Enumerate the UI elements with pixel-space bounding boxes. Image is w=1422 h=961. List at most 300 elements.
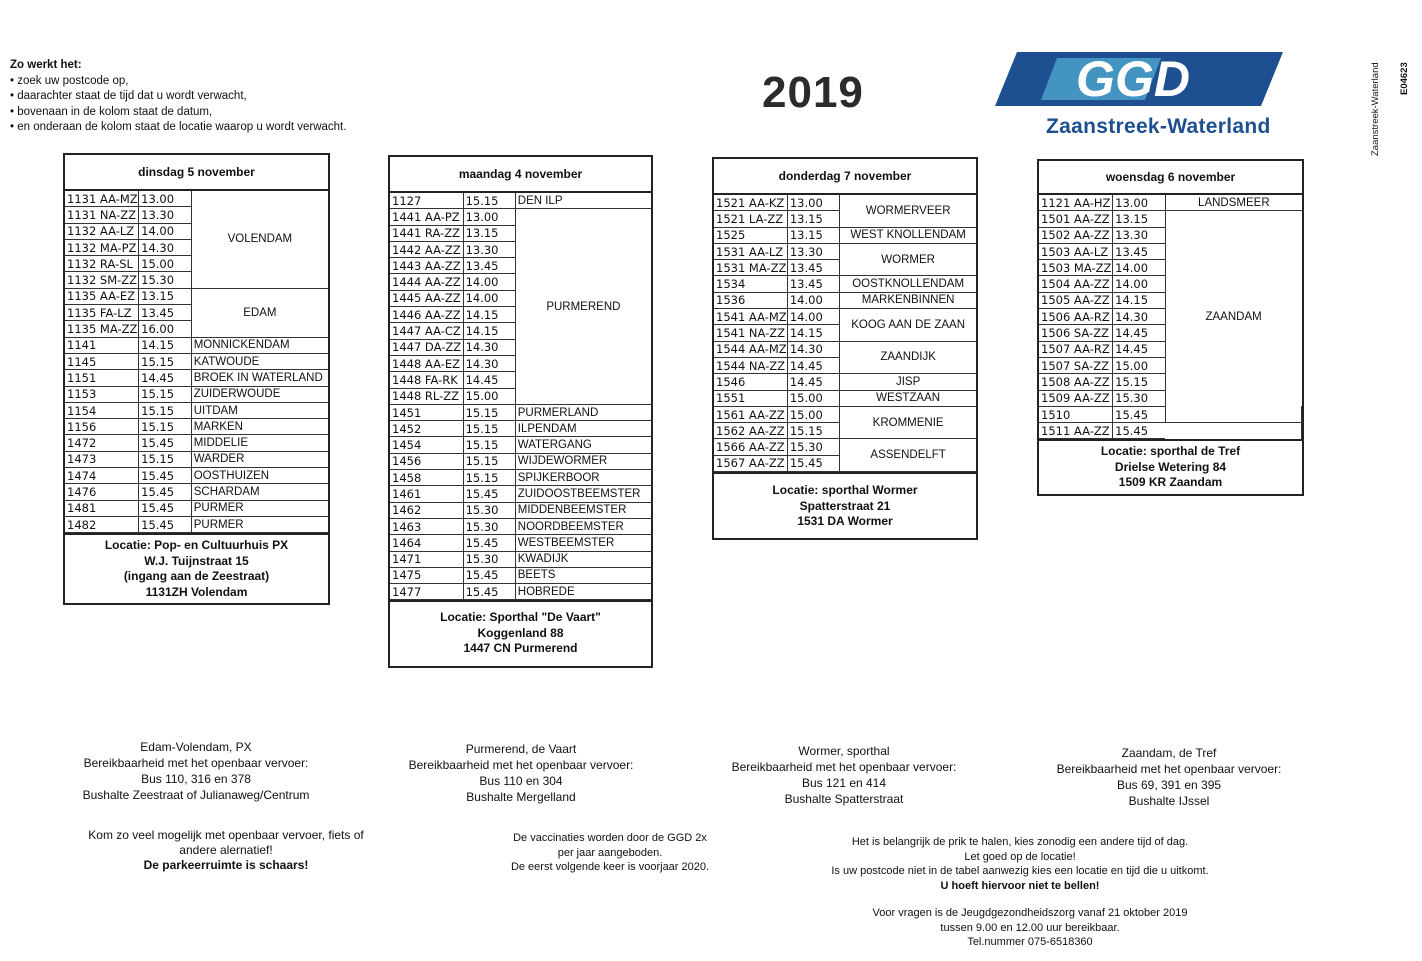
time-cell: 15.15 bbox=[139, 402, 192, 418]
postcode-cell: 1121 AA-HZ bbox=[1039, 195, 1113, 211]
note-line: Let goed op de locatie! bbox=[964, 850, 1076, 863]
location-line: Drielse Wetering 84 bbox=[1114, 459, 1227, 474]
note-line: De eerst volgende keer is voorjaar 2020. bbox=[510, 861, 710, 873]
time-cell: 15.45 bbox=[139, 435, 192, 451]
time-cell: 14.15 bbox=[139, 337, 192, 353]
postcode-cell: 1544 AA-MZ bbox=[716, 342, 787, 357]
place-cell: NOORDBEEMSTER bbox=[515, 518, 651, 534]
time-cell: 13.45 bbox=[463, 258, 515, 274]
table-row bbox=[390, 209, 651, 225]
transport-line: Bus 121 en 414 bbox=[801, 776, 887, 790]
time-cell: 13.45 bbox=[787, 276, 839, 292]
time-cell: 14.30 bbox=[463, 355, 515, 371]
time-cell: 15.00 bbox=[1113, 357, 1166, 373]
place-cell: WEST KNOLLENDAM bbox=[840, 227, 976, 243]
location-line: (ingang aan de Zeestraat) bbox=[123, 569, 270, 584]
transport-line: Bereikbaarheid met het openbaar vervoer: bbox=[408, 758, 634, 772]
table-row bbox=[390, 567, 651, 583]
place-cell: ZUIDERWOUDE bbox=[191, 386, 328, 402]
postcode-cell: 1509 AA-ZZ bbox=[1039, 390, 1113, 406]
place-cell: PURMER bbox=[191, 516, 328, 532]
parking-note bbox=[70, 828, 382, 873]
time-cell: 15.30 bbox=[139, 272, 192, 288]
time-cell: 14.30 bbox=[139, 239, 192, 255]
postcode-cell: 1442 AA-ZZ bbox=[390, 241, 463, 257]
postcode-cell: 1451 bbox=[390, 404, 463, 420]
location-line: W.J. Tuijnstraat 15 bbox=[144, 553, 249, 568]
postcode-cell: 1541 NA-ZZ bbox=[714, 325, 787, 341]
time-cell: 13.30 bbox=[463, 241, 515, 257]
vaccination-note bbox=[490, 831, 730, 875]
table-row bbox=[714, 406, 976, 422]
postcode-cell: 1506 AA-RZ bbox=[1039, 309, 1113, 325]
postcode-cell: 1474 bbox=[65, 468, 139, 484]
place-cell: PURMEREND bbox=[515, 209, 651, 405]
table-row bbox=[714, 390, 976, 406]
time-cell: 15.45 bbox=[139, 484, 192, 500]
postcode-cell: 1503 AA-LZ bbox=[1039, 243, 1113, 259]
year-title: 2019 bbox=[762, 68, 864, 117]
location-line: 1447 CN Purmerend bbox=[463, 641, 578, 656]
table-row bbox=[714, 309, 976, 325]
instructions bbox=[10, 58, 346, 136]
table-row bbox=[65, 435, 328, 451]
postcode-cell: 1504 AA-ZZ bbox=[1039, 276, 1113, 292]
transport-info bbox=[60, 739, 332, 803]
table-row bbox=[1039, 423, 1302, 439]
location-line: Koggenland 88 bbox=[477, 625, 564, 640]
transport-line: Purmerend, de Vaart bbox=[465, 742, 577, 756]
postcode-cell: 1505 AA-ZZ bbox=[1039, 292, 1113, 308]
time-cell: 15.00 bbox=[463, 388, 515, 404]
schedule-day-header: dinsdag 5 november bbox=[65, 155, 328, 191]
postcode-cell: 1463 bbox=[390, 518, 463, 534]
time-cell: 13.00 bbox=[1113, 195, 1166, 211]
time-cell: 14.45 bbox=[1113, 325, 1166, 341]
table-row bbox=[390, 453, 651, 469]
document-code: E04623 bbox=[1399, 62, 1410, 95]
place-cell: KWADIJK bbox=[515, 551, 651, 567]
place-cell: MIDDELIE bbox=[191, 435, 328, 451]
time-cell: 15.15 bbox=[463, 437, 515, 453]
postcode-cell: 1131 AA-MZ bbox=[67, 191, 138, 206]
time-cell: 15.15 bbox=[463, 193, 515, 209]
schedule-dinsdag bbox=[63, 153, 330, 605]
place-cell: JISP bbox=[840, 374, 976, 390]
postcode-cell: 1551 bbox=[714, 390, 787, 406]
place-cell: PURMERLAND bbox=[515, 404, 651, 420]
place-cell: ZAANDIJK bbox=[840, 341, 976, 374]
postcode-cell: 1546 bbox=[714, 374, 787, 390]
table-row bbox=[65, 386, 328, 402]
time-cell: 14.15 bbox=[1113, 292, 1166, 308]
note-line: Tel.nummer 075-6518360 bbox=[967, 936, 1093, 948]
postcode-cell: 1135 AA-EZ bbox=[65, 288, 139, 304]
time-cell: 13.30 bbox=[787, 243, 839, 259]
time-cell: 13.15 bbox=[463, 225, 515, 241]
table-row bbox=[65, 468, 328, 484]
place-cell: WARDER bbox=[191, 451, 328, 467]
time-cell: 13.45 bbox=[787, 260, 839, 276]
time-cell: 15.00 bbox=[139, 256, 192, 272]
time-cell: 15.45 bbox=[463, 584, 515, 600]
postcode-cell: 1446 AA-ZZ bbox=[390, 307, 463, 323]
table-row bbox=[390, 437, 651, 453]
postcode-cell: 1135 FA-LZ bbox=[65, 305, 139, 321]
time-cell: 14.15 bbox=[787, 325, 839, 341]
postcode-cell: 1132 RA-SL bbox=[65, 256, 139, 272]
postcode-cell: 1441 AA-PZ bbox=[390, 209, 463, 225]
place-cell: MONNICKENDAM bbox=[191, 337, 328, 353]
time-cell: 14.00 bbox=[139, 223, 192, 239]
schedule-woensdag bbox=[1037, 159, 1304, 496]
place-cell: UITDAM bbox=[191, 402, 328, 418]
postcode-cell: 1132 SM-ZZ bbox=[67, 273, 138, 288]
postcode-cell: 1127 bbox=[390, 193, 463, 209]
postcode-cell: 1476 bbox=[65, 484, 139, 500]
schedule-day-header: maandag 4 november bbox=[390, 157, 651, 193]
postcode-cell: 1132 AA-LZ bbox=[65, 223, 139, 239]
time-cell: 15.15 bbox=[463, 404, 515, 420]
time-cell: 14.30 bbox=[463, 339, 515, 355]
location-line: Locatie: sporthal Wormer bbox=[772, 483, 918, 498]
place-cell: WATERGANG bbox=[515, 437, 651, 453]
note-line: per jaar aangeboden. bbox=[557, 846, 663, 859]
time-cell: 15.45 bbox=[463, 567, 515, 583]
postcode-cell: 1562 AA-ZZ bbox=[714, 423, 787, 439]
time-cell: 15.45 bbox=[139, 468, 192, 484]
table-row bbox=[390, 535, 651, 551]
transport-line: Bus 110 en 304 bbox=[479, 774, 563, 788]
place-cell: MARKENBINNEN bbox=[840, 292, 976, 308]
table-row bbox=[65, 191, 328, 207]
place-cell: VOLENDAM bbox=[191, 191, 328, 288]
place-cell: MARKEN bbox=[191, 419, 328, 435]
location-line: Locatie: sporthal de Tref bbox=[1100, 444, 1241, 459]
time-cell: 14.45 bbox=[787, 357, 839, 373]
time-cell: 15.30 bbox=[463, 551, 515, 567]
ggd-logo bbox=[995, 48, 1285, 110]
time-cell: 13.30 bbox=[1113, 227, 1166, 243]
postcode-cell: 1452 bbox=[390, 421, 463, 437]
time-cell: 15.15 bbox=[139, 353, 192, 369]
postcode-cell: 1448 FA-RK bbox=[390, 372, 463, 388]
place-cell: WORMERVEER bbox=[840, 195, 976, 227]
location-line: 1531 DA Wormer bbox=[797, 514, 893, 529]
postcode-cell: 1445 AA-ZZ bbox=[390, 290, 463, 306]
table-row bbox=[714, 195, 976, 211]
postcode-cell: 1566 AA-ZZ bbox=[714, 439, 787, 455]
postcode-cell: 1151 bbox=[65, 370, 139, 386]
postcode-cell: 1507 SA-ZZ bbox=[1039, 357, 1113, 373]
time-cell: 14.00 bbox=[1113, 260, 1166, 276]
postcode-cell: 1531 MA-ZZ bbox=[716, 260, 787, 275]
place-cell: EDAM bbox=[191, 288, 328, 337]
place-cell: SPIJKERBOOR bbox=[515, 470, 651, 486]
table-row bbox=[65, 370, 328, 386]
instruction-line: • en onderaan de kolom staat de locatie waarop u wordt verwacht. bbox=[10, 121, 347, 133]
postcode-cell: 1447 DA-ZZ bbox=[392, 340, 462, 355]
postcode-cell: 1507 AA-RZ bbox=[1039, 341, 1113, 357]
place-cell: BEETS bbox=[515, 567, 651, 583]
postcode-cell: 1132 MA-PZ bbox=[65, 239, 139, 255]
transport-line: Bereikbaarheid met het openbaar vervoer: bbox=[731, 760, 957, 774]
note-line: De vaccinaties worden door de GGD 2x bbox=[513, 832, 707, 844]
postcode-cell: 1456 bbox=[390, 453, 463, 469]
postcode-cell: 1443 AA-ZZ bbox=[390, 258, 463, 274]
note-line: andere alernatief! bbox=[179, 843, 273, 857]
postcode-cell: 1531 AA-LZ bbox=[714, 243, 787, 259]
table-row bbox=[1039, 211, 1302, 227]
schedule-donderdag bbox=[712, 157, 978, 540]
time-cell: 15.45 bbox=[139, 516, 192, 532]
time-cell: 13.00 bbox=[463, 209, 515, 225]
postcode-cell: 1464 bbox=[390, 535, 463, 551]
postcode-cell: 1156 bbox=[65, 419, 139, 435]
time-cell: 14.45 bbox=[787, 374, 839, 390]
instructions-title: Zo werkt het: bbox=[10, 59, 82, 71]
place-cell: LANDSMEER bbox=[1165, 195, 1302, 211]
place-cell: MIDDENBEEMSTER bbox=[515, 502, 651, 518]
time-cell: 14.00 bbox=[787, 309, 839, 325]
table-row bbox=[65, 288, 328, 304]
time-cell: 14.15 bbox=[463, 307, 515, 323]
time-cell: 14.00 bbox=[463, 274, 515, 290]
location-block bbox=[390, 600, 651, 666]
postcode-cell: 1536 bbox=[714, 292, 787, 308]
transport-line: Bushalte Zeestraat of Julianaweg/Centrum bbox=[82, 788, 310, 802]
transport-line: Bushalte Mergelland bbox=[466, 790, 576, 804]
time-cell: 13.15 bbox=[1113, 211, 1166, 227]
place-cell: ASSENDELFT bbox=[840, 439, 976, 472]
instruction-line: • daarachter staat de tijd dat u wordt verwacht, bbox=[10, 90, 247, 102]
important-note bbox=[820, 835, 1220, 893]
transport-info bbox=[1034, 745, 1304, 809]
table-row bbox=[65, 484, 328, 500]
place-cell: DEN ILP bbox=[515, 193, 651, 209]
table-row bbox=[390, 404, 651, 420]
place-cell: ZUIDOOSTBEEMSTER bbox=[515, 486, 651, 502]
time-cell: 13.00 bbox=[787, 195, 839, 211]
table-row bbox=[390, 470, 651, 486]
location-line: 1509 KR Zaandam bbox=[1118, 475, 1223, 490]
place-cell: OOSTHUIZEN bbox=[191, 468, 328, 484]
table-row bbox=[714, 276, 976, 292]
schedule-table bbox=[1039, 195, 1302, 439]
schedule-table bbox=[390, 193, 651, 600]
time-cell: 13.45 bbox=[1113, 243, 1166, 259]
time-cell: 13.15 bbox=[787, 227, 839, 243]
postcode-cell: 1441 RA-ZZ bbox=[390, 225, 463, 241]
schedule-day-header: donderdag 7 november bbox=[714, 159, 976, 195]
postcode-cell: 1521 LA-ZZ bbox=[714, 211, 787, 227]
time-cell: 14.45 bbox=[139, 370, 192, 386]
table-row bbox=[390, 551, 651, 567]
time-cell: 15.45 bbox=[1113, 423, 1166, 439]
time-cell: 15.15 bbox=[787, 423, 839, 439]
time-cell: 15.15 bbox=[1113, 374, 1166, 390]
place-cell: ZAANDAM bbox=[1165, 211, 1302, 423]
time-cell: 15.00 bbox=[787, 390, 839, 406]
place-cell: KROMMENIE bbox=[840, 406, 976, 439]
time-cell: 13.15 bbox=[139, 288, 192, 304]
instruction-line: • zoek uw postcode op, bbox=[10, 74, 129, 87]
postcode-cell: 1472 bbox=[65, 435, 139, 451]
time-cell: 14.30 bbox=[1113, 309, 1166, 325]
time-cell: 15.45 bbox=[463, 535, 515, 551]
postcode-cell: 1462 bbox=[390, 502, 463, 518]
time-cell: 15.30 bbox=[463, 518, 515, 534]
table-row bbox=[390, 584, 651, 600]
time-cell: 16.00 bbox=[139, 321, 192, 337]
table-row bbox=[65, 419, 328, 435]
schedule-day-header: woensdag 6 november bbox=[1039, 161, 1302, 195]
postcode-cell: 1454 bbox=[390, 437, 463, 453]
place-cell: KATWOUDE bbox=[191, 353, 328, 369]
table-row bbox=[714, 227, 976, 243]
postcode-cell: 1567 AA-ZZ bbox=[714, 455, 787, 471]
time-cell: 15.15 bbox=[463, 421, 515, 437]
time-cell: 15.45 bbox=[463, 486, 515, 502]
time-cell: 15.15 bbox=[139, 386, 192, 402]
table-row bbox=[65, 337, 328, 353]
time-cell: 15.45 bbox=[1113, 406, 1166, 422]
place-cell: SCHARDAM bbox=[191, 484, 328, 500]
place-cell: WORMER bbox=[840, 243, 976, 276]
table-row bbox=[65, 500, 328, 516]
transport-line: Bereikbaarheid met het openbaar vervoer: bbox=[83, 756, 309, 770]
place-cell: BROEK IN WATERLAND bbox=[191, 370, 328, 386]
location-line: Spatterstraat 21 bbox=[799, 498, 891, 513]
note-line: Het is belangrijk de prik te halen, kies zonodig een andere tijd of dag. bbox=[851, 836, 1189, 848]
transport-line: Bushalte Spatterstraat bbox=[784, 792, 904, 806]
postcode-cell: 1448 AA-EZ bbox=[390, 355, 463, 371]
time-cell: 15.15 bbox=[463, 453, 515, 469]
time-cell: 15.45 bbox=[787, 455, 839, 471]
time-cell: 14.00 bbox=[463, 290, 515, 306]
postcode-cell: 1534 bbox=[714, 276, 787, 292]
postcode-cell: 1477 bbox=[390, 584, 463, 600]
time-cell: 13.15 bbox=[787, 211, 839, 227]
postcode-cell: 1544 NA-ZZ bbox=[714, 357, 787, 373]
postcode-cell: 1521 AA-KZ bbox=[714, 195, 787, 211]
place-cell: KOOG AAN DE ZAAN bbox=[840, 309, 976, 342]
postcode-cell: 1502 AA-ZZ bbox=[1039, 227, 1113, 243]
schedule-maandag bbox=[388, 155, 653, 668]
document-org: Zaanstreek-Waterland bbox=[1370, 62, 1381, 156]
postcode-cell: 1503 MA-ZZ bbox=[1041, 260, 1112, 275]
postcode-cell: 1525 bbox=[714, 227, 787, 243]
transport-line: Bereikbaarheid met het openbaar vervoer: bbox=[1056, 762, 1282, 776]
postcode-cell: 1447 AA-CZ bbox=[390, 323, 463, 339]
table-row bbox=[390, 193, 651, 209]
time-cell: 15.45 bbox=[139, 500, 192, 516]
table-row bbox=[714, 243, 976, 259]
postcode-cell: 1135 MA-ZZ bbox=[67, 322, 138, 337]
logo-subtitle: Zaanstreek-Waterland bbox=[1046, 115, 1271, 138]
table-row bbox=[1039, 195, 1302, 211]
table-row bbox=[390, 486, 651, 502]
time-cell: 13.45 bbox=[139, 305, 192, 321]
postcode-cell: 1501 AA-ZZ bbox=[1039, 211, 1113, 227]
transport-line: Bus 110, 316 en 378 bbox=[141, 772, 251, 786]
table-row bbox=[65, 402, 328, 418]
table-row bbox=[714, 374, 976, 390]
postcode-cell: 1131 NA-ZZ bbox=[65, 207, 139, 223]
postcode-cell: 1561 AA-ZZ bbox=[714, 406, 787, 422]
time-cell: 15.15 bbox=[139, 451, 192, 467]
time-cell: 14.00 bbox=[787, 292, 839, 308]
instruction-line: • bovenaan in de kolom staat de datum, bbox=[10, 105, 213, 118]
place-cell: WESTZAAN bbox=[840, 390, 976, 406]
schedule-table bbox=[714, 195, 976, 472]
time-cell: 14.15 bbox=[463, 323, 515, 339]
location-line: 1131ZH Volendam bbox=[145, 584, 248, 599]
transport-line: Edam-Volendam, PX bbox=[140, 740, 252, 754]
postcode-cell: 1541 AA-MZ bbox=[716, 309, 787, 324]
postcode-cell: 1458 bbox=[390, 470, 463, 486]
logo-text: GGD bbox=[1076, 51, 1190, 107]
transport-info bbox=[710, 743, 978, 807]
postcode-cell: 1461 bbox=[390, 486, 463, 502]
time-cell: 13.00 bbox=[139, 191, 192, 207]
table-row bbox=[65, 516, 328, 532]
postcode-cell: 1482 bbox=[65, 516, 139, 532]
location-block bbox=[1039, 439, 1302, 494]
transport-info bbox=[386, 741, 656, 805]
location-line: Locatie: Pop- en Cultuurhuis PX bbox=[104, 538, 289, 553]
postcode-cell: 1508 AA-ZZ bbox=[1039, 374, 1113, 390]
place-cell: OOSTKNOLLENDAM bbox=[840, 276, 976, 292]
postcode-cell: 1506 SA-ZZ bbox=[1039, 325, 1113, 341]
postcode-cell: 1475 bbox=[390, 567, 463, 583]
postcode-cell: 1154 bbox=[65, 402, 139, 418]
transport-line: Zaandam, de Tref bbox=[1121, 746, 1217, 760]
schedule-table bbox=[65, 191, 328, 533]
table-row bbox=[714, 292, 976, 308]
postcode-cell: 1511 AA-ZZ bbox=[1039, 423, 1113, 439]
time-cell: 14.45 bbox=[1113, 341, 1166, 357]
postcode-cell: 1145 bbox=[65, 353, 139, 369]
note-line: Kom zo veel mogelijk met openbaar vervoer, fiets of bbox=[88, 828, 364, 842]
table-row bbox=[390, 421, 651, 437]
transport-line: Bus 69, 391 en 395 bbox=[1116, 778, 1222, 792]
postcode-cell: 1153 bbox=[65, 386, 139, 402]
table-row bbox=[390, 518, 651, 534]
location-block bbox=[714, 472, 976, 538]
transport-line: Bushalte IJssel bbox=[1128, 794, 1210, 808]
note-line: Is uw postcode niet in de tabel aanwezig kies een locatie en tijd die u uitkomt. bbox=[831, 865, 1209, 877]
time-cell: 15.15 bbox=[139, 419, 192, 435]
postcode-cell: 1471 bbox=[390, 551, 463, 567]
postcode-cell: 1481 bbox=[65, 500, 139, 516]
location-block bbox=[65, 533, 328, 603]
table-row bbox=[65, 451, 328, 467]
time-cell: 15.00 bbox=[787, 406, 839, 422]
note-line: tussen 9.00 en 12.00 uur bereikbaar. bbox=[940, 921, 1120, 934]
time-cell: 14.30 bbox=[787, 341, 839, 357]
time-cell: 15.15 bbox=[463, 470, 515, 486]
time-cell: 15.30 bbox=[1113, 390, 1166, 406]
place-cell: HOBREDE bbox=[515, 584, 651, 600]
note-line: Voor vragen is de Jeugdgezondheidszorg vanaf 21 oktober 2019 bbox=[872, 907, 1188, 919]
table-row bbox=[390, 502, 651, 518]
time-cell: 13.30 bbox=[139, 207, 192, 223]
postcode-cell: 1473 bbox=[65, 451, 139, 467]
table-row bbox=[714, 439, 976, 455]
table-row bbox=[65, 353, 328, 369]
postcode-cell: 1448 RL-ZZ bbox=[390, 388, 463, 404]
